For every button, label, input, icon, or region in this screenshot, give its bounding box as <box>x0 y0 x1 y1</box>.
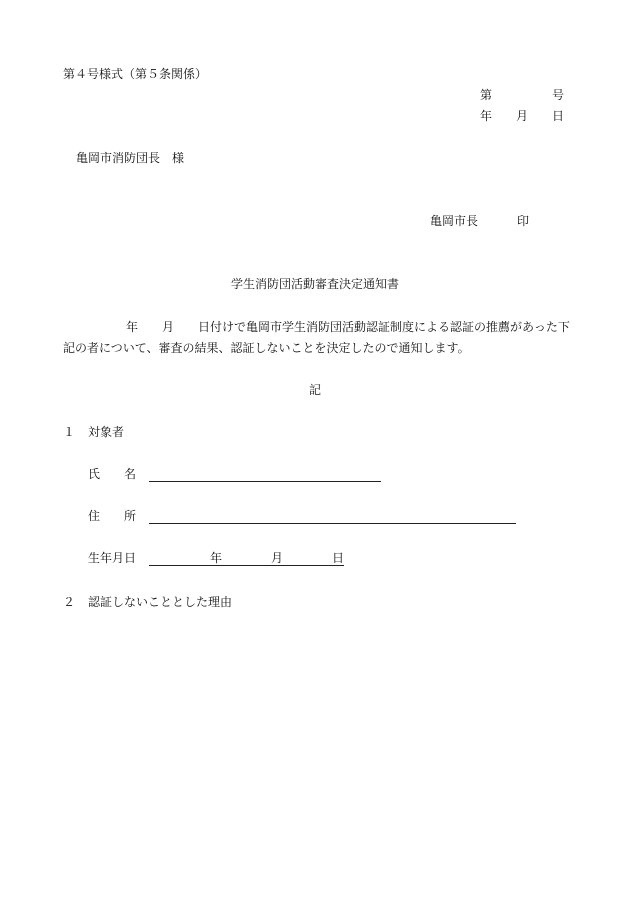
body-line2: 記の者について、審査の結果、認証しないことを決定したので通知します。 <box>63 341 470 355</box>
seal-mark <box>517 215 529 227</box>
name-label-a: 氏 <box>88 467 101 481</box>
section-1-number: １ <box>63 425 76 439</box>
birthdate-day: 日 <box>332 551 345 565</box>
seal-char: 印 <box>517 214 530 228</box>
address-label-b: 所 <box>124 509 137 523</box>
ki-heading: 記 <box>308 383 321 397</box>
section-1-label: 対象者 <box>88 425 125 439</box>
form-label: 第４号様式（第５条関係） <box>63 67 208 81</box>
doc-number-prefix: 第 <box>480 88 493 102</box>
birthdate-label: 生年月日 <box>88 551 137 565</box>
birthdate-underline <box>149 565 344 566</box>
date-month: 月 <box>516 109 529 123</box>
address-label-a: 住 <box>88 509 101 523</box>
birthdate-year: 年 <box>210 551 223 565</box>
name-label-b: 名 <box>124 467 137 481</box>
section-2-label: 認証しないこととした理由 <box>88 595 233 609</box>
name-underline <box>149 481 381 482</box>
section-2-number: ２ <box>63 595 76 609</box>
date-day: 日 <box>552 109 565 123</box>
body-line1: 日付けで亀岡市学生消防団活動認証制度による認証の推薦があった下 <box>198 320 570 334</box>
address-underline <box>149 523 516 524</box>
document-title: 学生消防団活動審査決定通知書 <box>230 277 399 291</box>
body-date-month: 月 <box>162 320 175 334</box>
date-year: 年 <box>480 109 493 123</box>
body-date-year: 年 <box>126 320 139 334</box>
issuer-name: 亀岡市長 <box>430 214 479 228</box>
birthdate-month: 月 <box>271 551 284 565</box>
recipient: 亀岡市消防団長 様 <box>76 151 185 165</box>
doc-number-suffix: 号 <box>552 88 565 102</box>
